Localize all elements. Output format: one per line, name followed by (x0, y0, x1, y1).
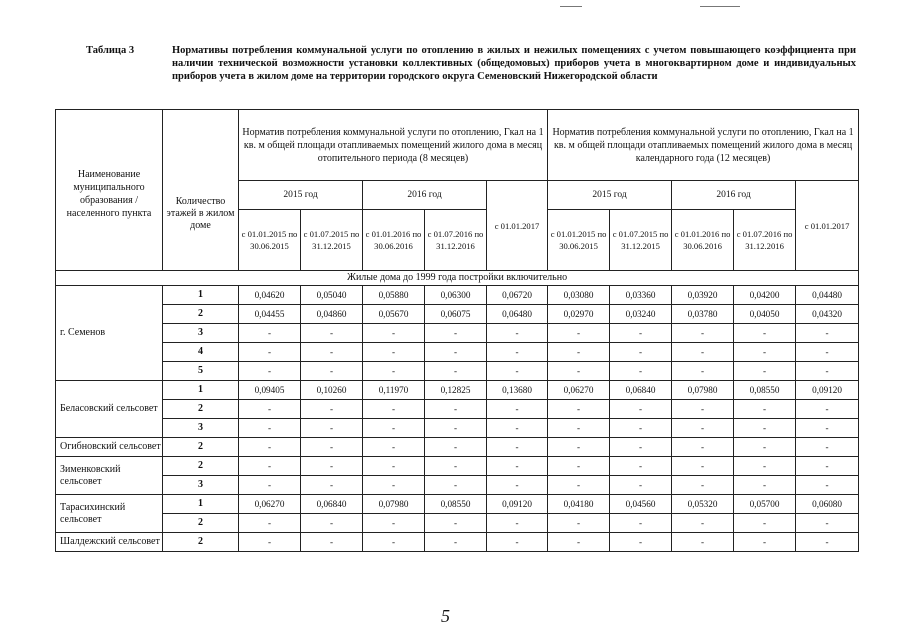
value-cell: 0,06300 (425, 286, 487, 305)
value-cell: - (796, 324, 859, 343)
value-cell: - (734, 533, 796, 552)
floors-cell: 1 (163, 286, 239, 305)
table-row (56, 438, 859, 457)
floors-cell: 2 (163, 400, 239, 419)
value-cell: - (363, 476, 425, 495)
value-cell: 0,04050 (734, 305, 796, 324)
value-cell: 0,08550 (425, 495, 487, 514)
value-cell: - (487, 533, 548, 552)
value-cell: - (796, 533, 859, 552)
value-cell: - (363, 533, 425, 552)
value-cell: - (425, 457, 487, 476)
value-cell: - (796, 514, 859, 533)
value-cell: - (487, 324, 548, 343)
table-row (56, 305, 859, 324)
floors-cell: 1 (163, 495, 239, 514)
floors-cell: 3 (163, 419, 239, 438)
value-cell: 0,06480 (487, 305, 548, 324)
group-header-calendar-year: Норматив потребления коммунальной услуги по отоплению, Гкал на 1 кв. м общей площади отапливаемых помещений жилого дома в месяц календарного года (12 месяцев) (548, 110, 859, 181)
value-cell: 0,04560 (610, 495, 672, 514)
period-header: с 01.07.2015 по 31.12.2015 (610, 210, 672, 271)
table-row (56, 400, 859, 419)
value-cell: - (734, 476, 796, 495)
value-cell: 0,13680 (487, 381, 548, 400)
value-cell: - (363, 400, 425, 419)
period-header: с 01.01.2015 по 30.06.2015 (548, 210, 610, 271)
value-cell: - (796, 343, 859, 362)
value-cell: 0,04620 (239, 286, 301, 305)
value-cell: 0,12825 (425, 381, 487, 400)
floors-cell: 1 (163, 381, 239, 400)
table-row (56, 457, 859, 476)
value-cell: - (239, 476, 301, 495)
value-cell: 0,05320 (672, 495, 734, 514)
value-cell: 0,03240 (610, 305, 672, 324)
value-cell: - (363, 419, 425, 438)
value-cell: - (610, 438, 672, 457)
value-cell: - (548, 362, 610, 381)
value-cell: - (487, 400, 548, 419)
value-cell: 0,02970 (548, 305, 610, 324)
value-cell: - (610, 362, 672, 381)
table-row (56, 419, 859, 438)
value-cell: - (239, 343, 301, 362)
year-header-2016: 2016 год (363, 181, 487, 210)
value-cell: - (425, 324, 487, 343)
value-cell: - (425, 419, 487, 438)
table-row (56, 495, 859, 514)
municipality-name: Беласовский сельсовет (56, 381, 163, 438)
value-cell: - (425, 533, 487, 552)
table-row (56, 476, 859, 495)
value-cell: - (239, 457, 301, 476)
value-cell: - (548, 457, 610, 476)
value-cell: - (548, 438, 610, 457)
value-cell: - (672, 533, 734, 552)
value-cell: - (301, 438, 363, 457)
value-cell: 0,07980 (363, 495, 425, 514)
table-header (86, 44, 856, 83)
value-cell: - (610, 419, 672, 438)
value-cell: - (610, 533, 672, 552)
value-cell: 0,06720 (487, 286, 548, 305)
value-cell: 0,04480 (796, 286, 859, 305)
period-header-2017: с 01.01.2017 (796, 181, 859, 271)
value-cell: - (734, 457, 796, 476)
value-cell: - (301, 514, 363, 533)
value-cell: - (672, 362, 734, 381)
year-header-2015: 2015 год (548, 181, 672, 210)
value-cell: 0,11970 (363, 381, 425, 400)
value-cell: 0,05040 (301, 286, 363, 305)
floors-cell: 2 (163, 457, 239, 476)
value-cell: 0,04200 (734, 286, 796, 305)
value-cell: - (363, 438, 425, 457)
value-cell: 0,06840 (301, 495, 363, 514)
value-cell: - (548, 514, 610, 533)
value-cell: 0,04455 (239, 305, 301, 324)
value-cell: - (734, 343, 796, 362)
value-cell: - (548, 400, 610, 419)
value-cell: - (301, 343, 363, 362)
value-cell: 0,03080 (548, 286, 610, 305)
value-cell: - (610, 476, 672, 495)
value-cell: - (301, 476, 363, 495)
floors-cell: 3 (163, 324, 239, 343)
value-cell: - (239, 362, 301, 381)
value-cell: - (672, 514, 734, 533)
table-caption: Нормативы потребления коммунальной услуги по отоплению в жилых и нежилых помещениях с учетом повышающего коэффициента при наличии технической возможности установки коллективных (общедомовых) приборов учета в многоквартирном доме и индивидуальных приборов учета в жилом доме на территории городского округа Семеновский Нижегородской области (172, 45, 856, 82)
value-cell: - (734, 362, 796, 381)
table-row (56, 324, 859, 343)
value-cell: - (610, 457, 672, 476)
value-cell: 0,03360 (610, 286, 672, 305)
value-cell: - (487, 343, 548, 362)
floors-cell: 2 (163, 533, 239, 552)
value-cell: - (239, 400, 301, 419)
municipality-name: Тарасихинский сельсовет (56, 495, 163, 533)
value-cell: - (425, 400, 487, 419)
value-cell: - (363, 514, 425, 533)
value-cell: 0,06270 (548, 381, 610, 400)
value-cell: - (672, 457, 734, 476)
year-header-2015: 2015 год (239, 181, 363, 210)
municipality-name: г. Семенов (56, 286, 163, 381)
value-cell: 0,06080 (796, 495, 859, 514)
value-cell: - (239, 324, 301, 343)
value-cell: 0,10260 (301, 381, 363, 400)
period-header: с 01.01.2016 по 30.06.2016 (672, 210, 734, 271)
value-cell: 0,03780 (672, 305, 734, 324)
floors-cell: 5 (163, 362, 239, 381)
value-cell: - (548, 533, 610, 552)
value-cell: - (487, 438, 548, 457)
period-header: с 01.07.2016 по 31.12.2016 (425, 210, 487, 271)
value-cell: 0,06270 (239, 495, 301, 514)
floors-cell: 3 (163, 476, 239, 495)
table-row (56, 362, 859, 381)
value-cell: - (796, 400, 859, 419)
value-cell: - (425, 438, 487, 457)
value-cell: - (239, 533, 301, 552)
municipality-name: Шалдежский сельсовет (56, 533, 163, 552)
value-cell: - (301, 324, 363, 343)
value-cell: - (239, 438, 301, 457)
value-cell: - (734, 324, 796, 343)
page-number: 5 (441, 606, 450, 626)
value-cell: 0,03920 (672, 286, 734, 305)
municipality-name: Зименковский сельсовет (56, 457, 163, 495)
floors-cell: 2 (163, 438, 239, 457)
value-cell: - (301, 419, 363, 438)
value-cell: 0,09120 (796, 381, 859, 400)
value-cell: - (239, 514, 301, 533)
table-label: Таблица 3 (86, 45, 135, 56)
value-cell: - (734, 400, 796, 419)
table-row (56, 514, 859, 533)
value-cell: - (301, 362, 363, 381)
value-cell: - (363, 457, 425, 476)
value-cell: - (425, 514, 487, 533)
municipality-name: Огибновский сельсовет (56, 438, 163, 457)
section-title: Жилые дома до 1999 года постройки включительно (56, 271, 859, 286)
value-cell: 0,04860 (301, 305, 363, 324)
table-body (56, 271, 859, 552)
value-cell: - (610, 400, 672, 419)
period-header: с 01.07.2015 по 31.12.2015 (301, 210, 363, 271)
value-cell: - (672, 419, 734, 438)
value-cell: - (548, 476, 610, 495)
value-cell: - (487, 419, 548, 438)
value-cell: - (796, 419, 859, 438)
period-header: с 01.01.2016 по 30.06.2016 (363, 210, 425, 271)
group-header-heating-period: Норматив потребления коммунальной услуги по отоплению, Гкал на 1 кв. м общей площади отапливаемых помещений жилого дома в месяц отопительного периода (8 месяцев) (239, 110, 548, 181)
value-cell: - (610, 514, 672, 533)
value-cell: 0,04320 (796, 305, 859, 324)
value-cell: - (672, 324, 734, 343)
value-cell: - (487, 362, 548, 381)
value-cell: 0,05670 (363, 305, 425, 324)
value-cell: - (672, 400, 734, 419)
value-cell: - (487, 457, 548, 476)
floors-cell: 2 (163, 305, 239, 324)
value-cell: - (610, 324, 672, 343)
value-cell: - (487, 514, 548, 533)
value-cell: - (734, 419, 796, 438)
value-cell: - (363, 343, 425, 362)
value-cell: - (487, 476, 548, 495)
value-cell: - (548, 419, 610, 438)
value-cell: - (672, 476, 734, 495)
value-cell: - (425, 343, 487, 362)
value-cell: 0,08550 (734, 381, 796, 400)
period-header-2017: с 01.01.2017 (487, 181, 548, 271)
value-cell: - (425, 362, 487, 381)
value-cell: - (301, 533, 363, 552)
table-row (56, 286, 859, 305)
value-cell: - (734, 514, 796, 533)
value-cell: 0,07980 (672, 381, 734, 400)
value-cell: - (548, 343, 610, 362)
value-cell: - (363, 324, 425, 343)
period-header: с 01.01.2015 по 30.06.2015 (239, 210, 301, 271)
value-cell: - (796, 362, 859, 381)
year-header-2016: 2016 год (672, 181, 796, 210)
floors-cell: 2 (163, 514, 239, 533)
value-cell: 0,04180 (548, 495, 610, 514)
floors-cell: 4 (163, 343, 239, 362)
value-cell: - (301, 400, 363, 419)
value-cell: - (239, 419, 301, 438)
table-row (56, 533, 859, 552)
column-header-floors: Количество этажей в жилом доме (163, 110, 239, 271)
column-header-municipality: Наименование муниципального образования / населенного пункта (56, 110, 163, 271)
value-cell: 0,09405 (239, 381, 301, 400)
value-cell: - (301, 457, 363, 476)
value-cell: - (796, 457, 859, 476)
table-row (56, 343, 859, 362)
norms-table (55, 109, 859, 552)
value-cell: 0,05700 (734, 495, 796, 514)
value-cell: - (363, 362, 425, 381)
value-cell: - (672, 438, 734, 457)
value-cell: - (734, 438, 796, 457)
value-cell: 0,05880 (363, 286, 425, 305)
value-cell: - (425, 476, 487, 495)
value-cell: - (796, 476, 859, 495)
value-cell: 0,06840 (610, 381, 672, 400)
table-row (56, 381, 859, 400)
value-cell: 0,09120 (487, 495, 548, 514)
period-header: с 01.07.2016 по 31.12.2016 (734, 210, 796, 271)
value-cell: - (796, 438, 859, 457)
value-cell: - (548, 324, 610, 343)
value-cell: - (672, 343, 734, 362)
value-cell: - (610, 343, 672, 362)
value-cell: 0,06075 (425, 305, 487, 324)
